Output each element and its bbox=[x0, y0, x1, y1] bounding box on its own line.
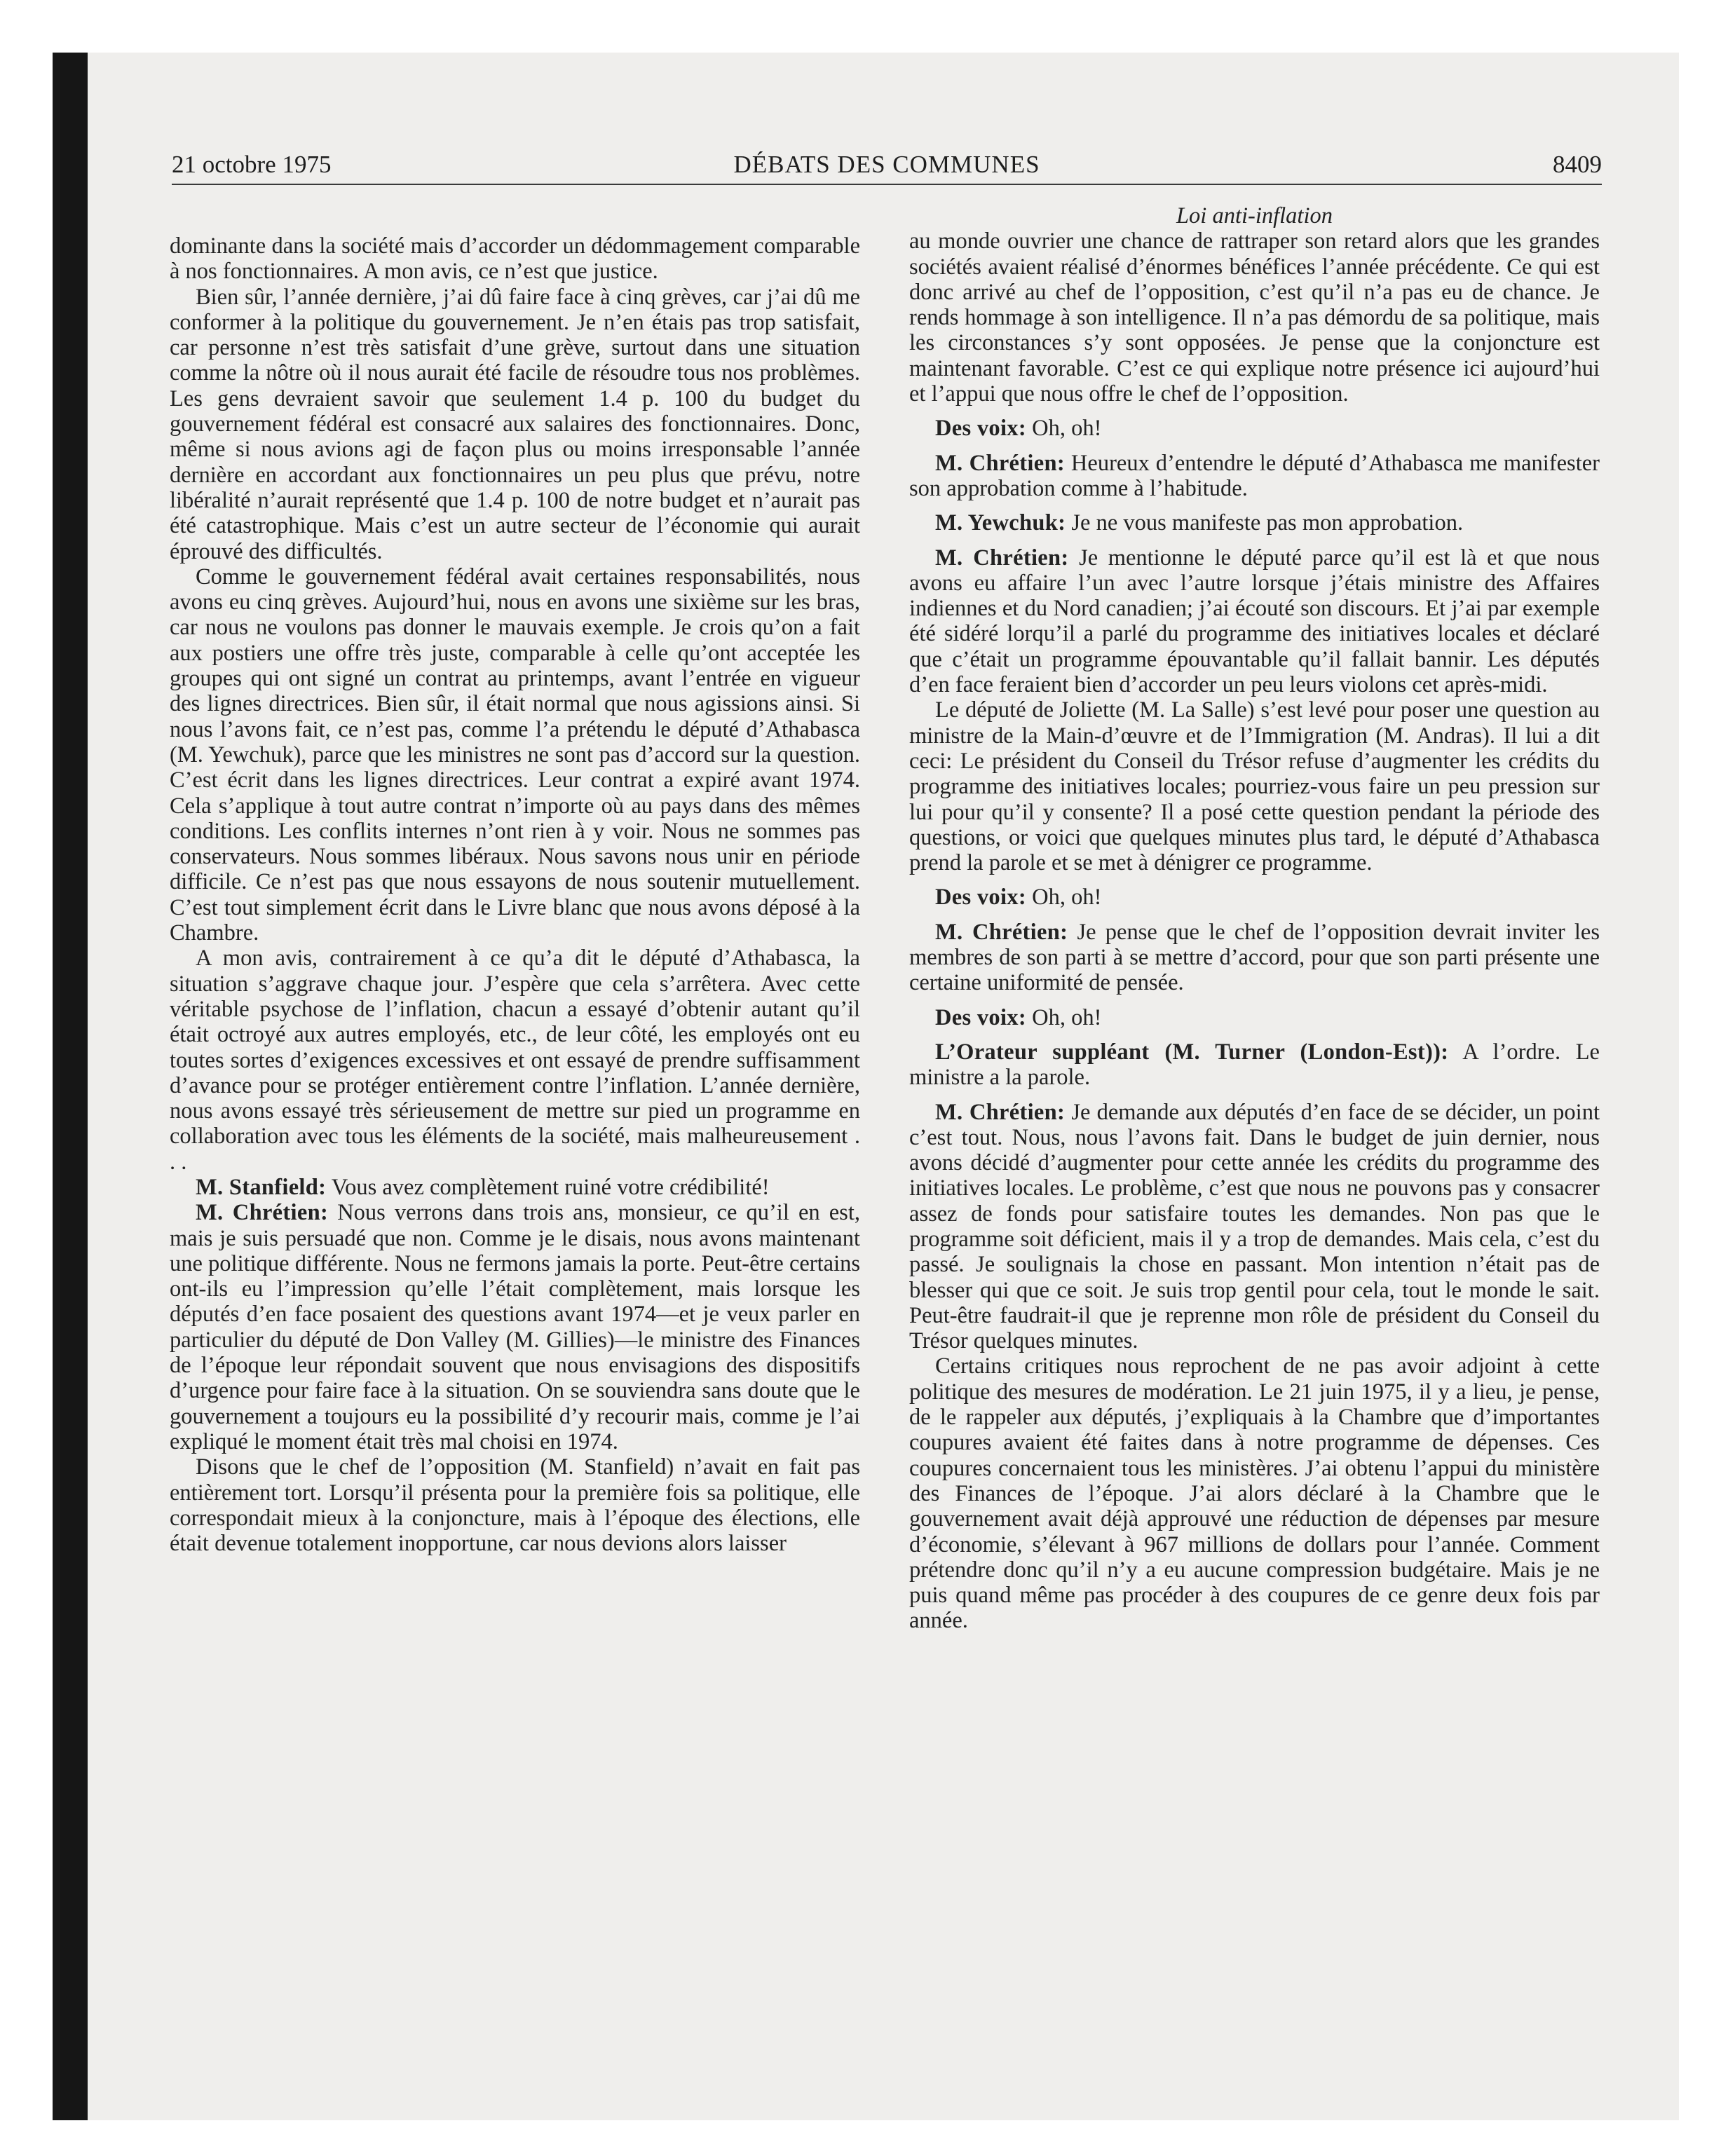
speaker-name: M. Chrétien: bbox=[935, 1099, 1066, 1125]
speech bbox=[909, 1005, 1600, 1030]
speech-text: Je demande aux députés d’en face de se décider, un point c’est tout. Nous, nous l’avons fait. Dans le budget de juin dernier, nous avons décidé d’augmenter pour cette année les crédits du programme des initiatives locales. Le problème, c’est que nous ne pouvons pas y consacrer assez de fonds pour satisfaire toutes les demandes. Non pas que le programme soit déficient, mais il y a trop de demandes. Mais cela, c’est du passé. Je soulignais la chose en passant. Mon intention n’était pas de blesser qui que ce soit. Je suis trop gentil pour cela, tout le monde le sait. Peut-être faudrait-il que je reprenne mon rôle de président du Conseil du Trésor quelques minutes. bbox=[909, 1099, 1600, 1354]
paragraph: Disons que le chef de l’opposition (M. Stanfield) n’avait en fait pas entièrement tort. Lorsqu’il présenta pour la première fois sa politique, elle correspondait mieux à la conjoncture, mais à l’époque des élections, elle était devenue totalement inopportune, car nous devions alors laisser bbox=[170, 1454, 860, 1557]
speech bbox=[909, 1039, 1600, 1091]
speaker-name: L’Orateur suppléant (M. Turner (London-Est)): bbox=[935, 1039, 1449, 1065]
speech bbox=[909, 510, 1600, 535]
speaker-name: Des voix: bbox=[935, 1004, 1026, 1030]
speech-text: Oh, oh! bbox=[1026, 1004, 1102, 1030]
paragraph: Le député de Joliette (M. La Salle) s’est levé pour poser une question au ministre de la Main-d’œuvre et de l’Immigration (M. Andras). Il lui a dit ceci: Le président du Conseil du Trésor refuse d’augmenter les crédits du programme des initiatives locales; pourriez-vous faire un peu pression sur lui pour qu’il y consente? Il a posé cette question pendant la période des questions, or voici que quelques minutes plus tard, le député d’Athabasca prend la parole et se met à dénigrer ce programme. bbox=[909, 697, 1600, 876]
speech bbox=[909, 416, 1600, 441]
speaker-name: M. Chrétien: bbox=[935, 545, 1069, 571]
speech-text: Oh, oh! bbox=[1026, 885, 1102, 910]
paragraph: Bien sûr, l’année dernière, j’ai dû faire face à cinq grèves, car j’ai dû me conformer à la politique du gouvernement. Je n’en étais pas trop satisfait, car personne n’est très satisfait d’une grève, surtout dans une situation comme la nôtre où il nous aurait été facile de résoudre tous nos problèmes. Les gens devraient savoir que seulement 1.4 p. 100 du budget du gouvernement fédéral est consacré aux salaires des fonctionnaires. Donc, même si nous avions agi de façon plus ou moins irresponsable l’année dernière en accordant aux fonctionnaires un peu plus que prévu, notre libéralité n’aurait représenté que 1.4 p. 100 de notre budget et n’aurait pas été catastrophique. Mais c’est un autre secteur de l’économie qui aurait éprouvé des difficultés. bbox=[170, 284, 860, 564]
speech-text: Oh, oh! bbox=[1026, 416, 1102, 442]
header-date: 21 octobre 1975 bbox=[172, 151, 332, 178]
speaker-name: M. Stanfield: bbox=[196, 1174, 327, 1200]
speech-text: Je pense que le chef de l’opposition devrait inviter les membres de son parti à se mettre d’accord, pour que son parti présente une certaine uniformité de pensée. bbox=[909, 919, 1600, 996]
section-title: Loi anti-inflation bbox=[1176, 203, 1333, 228]
speech bbox=[170, 1175, 860, 1200]
speech-text: Nous verrons dans trois ans, monsieur, ce qu’il en est, mais je suis persuadé que non. Comme je le disais, nous avons maintenant une politique différente. Nous ne fermons jamais la porte. Peut-être certains ont-ils eu l’impression qu’elle l’était complètement, mais lorsque les députés d’en face posaient des questions avant 1974—et je veux parler en particulier du député de Don Valley (M. Gillies)—le ministre des Finances de l’époque leur répondait souvent que nous envisagions des dispositifs d’urgence pour faire face à la situation. On se souviendra sans doute que le gouvernement a toujours eu la possibilité d’y recourir mais, comme je l’ai expliqué le moment était très mal choisi en 1974. bbox=[170, 1200, 860, 1454]
speaker-name: M. Chrétien: bbox=[196, 1200, 329, 1226]
paragraph: A mon avis, contrairement à ce qu’a dit le député d’Athabasca, la situation s’aggrave chaque jour. J’espère que cela s’arrêtera. Avec cette véritable psychose de l’inflation, chacun a essayé d’obtenir autant qu’il était octroyé aux autres employés, etc., de leur côté, les employés ont eu toutes sortes d’exigences excessives et ont essayé de prendre suffisamment d’avance pour se protéger entièrement contre l’inflation. L’année dernière, nous avons essayé très sérieusement de mettre sur pied un programme en collaboration avec tous les éléments de la société, mais malheureusement . . . bbox=[170, 946, 860, 1175]
speech-text: Je mentionne le député parce qu’il est là et que nous avons eu affaire l’un avec l’autre lorsque j’étais ministre des Affaires indiennes et du Nord canadien; j’ai écouté son discours. Et j’ai par exemple été sidéré lorqu’il a parlé du programme des initiatives locales et déclaré que c’était un programme épouvantable qu’il fallait bannir. Les députés d’en face feraient bien d’accorder un peu leurs violons cet après-midi. bbox=[909, 545, 1600, 698]
left-column bbox=[170, 233, 860, 1556]
speech bbox=[909, 920, 1600, 996]
header-rule bbox=[172, 184, 1602, 185]
speaker-name: Des voix: bbox=[935, 885, 1026, 910]
paragraph: au monde ouvrier une chance de rattraper son retard alors que les grandes sociétés avaient réalisé d’énormes bénéfices l’année précédente. Ce qui est donc arrivé au chef de l’opposition, c’est qu’il n’a pas eu de chance. Je rends hommage à son intelligence. Il n’a pas démordu de sa politique, mais les circonstances s’y sont opposées. Je pense que la conjoncture est maintenant favorable. C’est ce qui explique notre présence ici aujourd’hui et l’appui que nous offre le chef de l’opposition. bbox=[909, 228, 1600, 407]
speech-text: A l’ordre. Le ministre a la parole. bbox=[909, 1039, 1600, 1091]
speech bbox=[909, 885, 1600, 910]
paragraph: dominante dans la société mais d’accorder un dédommagement comparable à nos fonctionnaires. A mon avis, ce n’est que justice. bbox=[170, 233, 860, 285]
speech bbox=[909, 451, 1600, 502]
paragraph: Certains critiques nous reprochent de ne pas avoir adjoint à cette politique des mesures de modération. Le 21 juin 1975, il y a lieu, je pense, de le rappeler aux députés, j’expliquais à la Chambre que d’importantes coupures avaient été faites dans à notre programme de dépenses. Ces coupures concernaient tous les ministères. J’ai obtenu l’appui du ministère des Finances de l’époque. J’ai alors déclaré à la Chambre que le gouvernement avait déjà approuvé une réduction de dépenses par mesure d’économie, s’élevant à 967 millions de dollars pour l’année. Comment prétendre donc qu’il n’y a eu aucune compression budgétaire. Mais je ne puis quand même pas procéder à des coupures de ce genre deux fois par année. bbox=[909, 1353, 1600, 1634]
header-page-number: 8409 bbox=[1553, 151, 1602, 178]
scan-border bbox=[53, 53, 88, 2120]
speech-text: Heureux d’entendre le député d’Athabasca me manifester son approbation comme à l’habitude. bbox=[909, 450, 1600, 501]
speech bbox=[909, 1100, 1600, 1354]
paragraph: Comme le gouvernement fédéral avait certaines responsabilités, nous avons eu cinq grèves. Aujourd’hui, nous en avons une sixième sur les bras, car nous ne voulons pas donner le mauvais exemple. Je crois qu’on a fait aux postiers une offre très juste, comparable à celle qu’ont acceptée les groupes qui ont signé un contrat au printemps, avant l’entrée en vigueur des lignes directrices. Bien sûr, il était normal que nous agissions ainsi. Si nous l’avons fait, ce n’est pas, comme l’a prétendu le député d’Athabasca (M. Yewchuk), parce que les ministres ne sont pas d’accord sur la question. C’est écrit dans les lignes directrices. Leur contrat a expiré avant 1974. Cela s’applique à tout autre contrat n’importe où au pays dans des mêmes conditions. Les conflits internes n’ont rien à y voir. Nous ne sommes pas conservateurs. Nous sommes libéraux. Nous savons nous unir en période difficile. Ce n’est pas que nous essayons de nous soutenir mutuellement. C’est tout simplement écrit dans le Livre blanc que nous avons déposé à la Chambre. bbox=[170, 564, 860, 946]
speaker-name: Des voix: bbox=[935, 416, 1026, 442]
speaker-name: M. Yewchuk: bbox=[935, 510, 1066, 536]
right-column bbox=[909, 203, 1600, 1634]
speech-text: Vous avez complètement ruiné votre crédibilité! bbox=[326, 1174, 770, 1200]
header-title: DÉBATS DES COMMUNES bbox=[733, 151, 1040, 178]
speech bbox=[909, 545, 1600, 698]
speech bbox=[170, 1200, 860, 1454]
speaker-name: M. Chrétien: bbox=[935, 450, 1065, 476]
speaker-name: M. Chrétien: bbox=[935, 919, 1068, 945]
page-header bbox=[172, 151, 1602, 193]
speech-text: Je ne vous manifeste pas mon approbation. bbox=[1066, 510, 1464, 536]
